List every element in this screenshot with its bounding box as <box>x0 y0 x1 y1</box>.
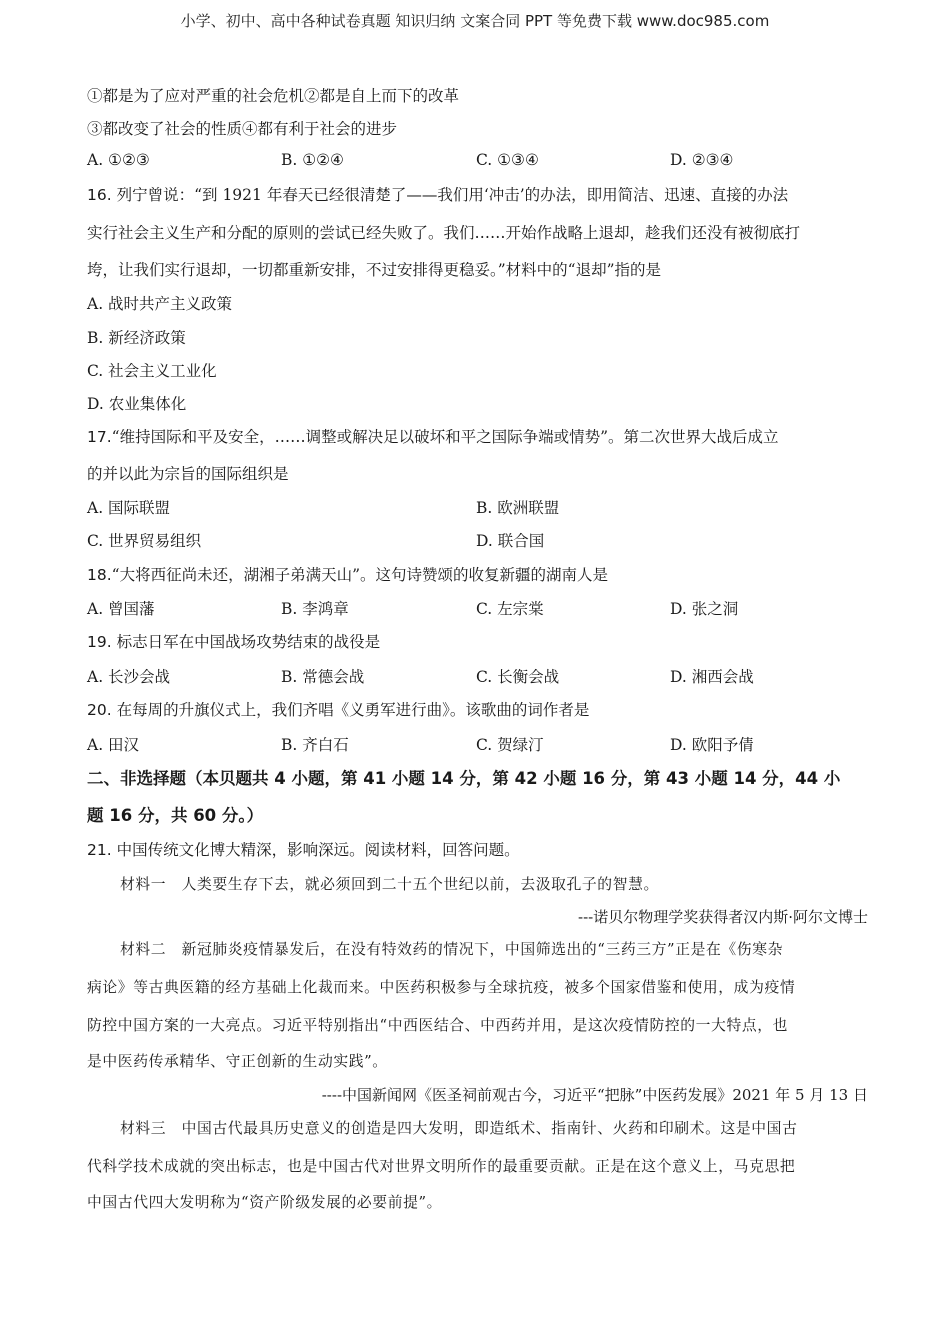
q19-option-a: A. 长沙会战 <box>87 668 171 686</box>
q16-stem-line-1: 16. 列宁曾说：“到 1921 年春天已经很清楚了——我们用‘冲击’的办法，即用简洁、迅速、直接的办法 <box>87 186 789 204</box>
q16-option-a: A. 战时共产主义政策 <box>87 295 233 313</box>
q15-option-d: D. ②③④ <box>670 151 734 169</box>
q21-material-3-line-3: 中国古代四大发明称为“资产阶级发展的必要前提”。 <box>87 1194 443 1211</box>
q15-option-a: A. ①②③ <box>87 151 150 169</box>
q21-material-2-line-2: 病论》等古典医籍的经方基础上化裁而来。中医药积极参与全球抗疫，被多个国家借鉴和使用，成为疫情 <box>87 979 796 996</box>
site-header-banner: 小学、初中、高中各种试卷真题 知识归纳 文案合同 PPT 等免费下载 www.doc985.com <box>180 12 770 30</box>
q21-stem: 21. 中国传统文化博大精深，影响深远。阅读材料，回答问题。 <box>87 841 520 859</box>
q18-option-b: B. 李鸿章 <box>281 600 349 618</box>
q16-stem-line-2: 实行社会主义生产和分配的原则的尝试已经失败了。我们……开始作战略上退却，趁我们还没有被彻底打 <box>87 224 801 242</box>
q18-stem: 18.“大将西征尚未还，湖湘子弟满天山”。这句诗赞颂的收复新疆的湖南人是 <box>87 566 609 584</box>
q21-material-3-line-2: 代科学技术成就的突出标志，也是中国古代对世界文明所作的最重要贡献。正是在这个意义上，马克思把 <box>87 1158 796 1175</box>
q15-statement-1-2: ①都是为了应对严重的社会危机②都是自上而下的改革 <box>87 87 460 105</box>
q15-option-c: C. ①③④ <box>476 151 539 169</box>
q21-material-1: 材料一 人类要生存下去，就必须回到二十五个世纪以前，去汲取孔子的智慧。 <box>120 876 659 893</box>
q18-option-a: A. 曾国藩 <box>87 600 155 618</box>
q21-material-2-source: ----中国新闻网《医圣祠前观古今，习近平“把脉”中医药发展》2021 年 5 月 13 日 <box>321 1086 868 1104</box>
q19-stem: 19. 标志日军在中国战场攻势结束的战役是 <box>87 633 381 651</box>
q17-number: 17. <box>87 428 112 446</box>
q17-option-b: B. 欧洲联盟 <box>476 499 560 517</box>
q21-material-3-line-1: 材料三 中国古代最具历史意义的创造是四大发明，即造纸术、指南针、火药和印刷术。这是中国古 <box>120 1120 798 1137</box>
q21-number: 21. <box>87 841 112 859</box>
section-2-heading-line-2: 题 16 分，共 60 分。） <box>87 806 264 825</box>
q16-stem-line-3: 垮，让我们实行退却，一切都重新安排，不过安排得更稳妥。”材料中的“退却”指的是 <box>87 261 662 279</box>
q20-option-a: A. 田汉 <box>87 736 140 754</box>
q21-material-2-line-1: 材料二 新冠肺炎疫情暴发后，在没有特效药的情况下，中国筛选出的“三药三方”正是在《伤寒杂 <box>120 941 784 958</box>
q15-option-b: B. ①②④ <box>281 151 344 169</box>
q20-option-d: D. 欧阳予倩 <box>670 736 754 754</box>
q15-statement-3-4: ③都改变了社会的性质④都有利于社会的进步 <box>87 120 398 138</box>
q17-stem-line-2: 的并以此为宗旨的国际组织是 <box>87 465 289 483</box>
q21-material-2-line-3: 防控中国方案的一大亮点。习近平特别指出“中西医结合、中西药并用，是这次疫情防控的一大特点，也 <box>87 1017 789 1034</box>
q17-stem-line-1: 17.“维持国际和平及安全，……调整或解决足以破坏和平之国际争端或情势”。第二次世界大战后成立 <box>87 428 779 446</box>
q17-option-d: D. 联合国 <box>476 532 545 550</box>
q20-stem: 20. 在每周的升旗仪式上，我们齐唱《义勇军进行曲》。该歌曲的词作者是 <box>87 701 590 719</box>
q18-option-c: C. 左宗棠 <box>476 600 544 618</box>
q20-option-b: B. 齐白石 <box>281 736 349 754</box>
q16-option-c: C. 社会主义工业化 <box>87 362 217 380</box>
q16-option-b: B. 新经济政策 <box>87 329 186 347</box>
q19-option-d: D. 湘西会战 <box>670 668 754 686</box>
q16-number: 16. <box>87 186 112 204</box>
q20-option-c: C. 贺绿汀 <box>476 736 544 754</box>
q17-option-a: A. 国际联盟 <box>87 499 171 517</box>
q19-number: 19. <box>87 633 112 651</box>
q16-option-d: D. 农业集体化 <box>87 395 187 413</box>
q17-option-c: C. 世界贸易组织 <box>87 532 202 550</box>
q19-option-c: C. 长衡会战 <box>476 668 560 686</box>
section-2-heading-line-1: 二、非选择题（本贝题共 4 小题，第 41 小题 14 分，第 42 小题 16 分，第 43 小题 14 分，44 小 <box>87 769 841 788</box>
q21-material-2-line-4: 是中医药传承精华、守正创新的生动实践”。 <box>87 1053 388 1070</box>
q18-option-d: D. 张之洞 <box>670 600 739 618</box>
q20-number: 20. <box>87 701 112 719</box>
q19-option-b: B. 常德会战 <box>281 668 365 686</box>
q18-number: 18. <box>87 566 112 584</box>
q21-material-1-source: ---诺贝尔物理学奖获得者汉内斯·阿尔文博士 <box>578 908 868 926</box>
